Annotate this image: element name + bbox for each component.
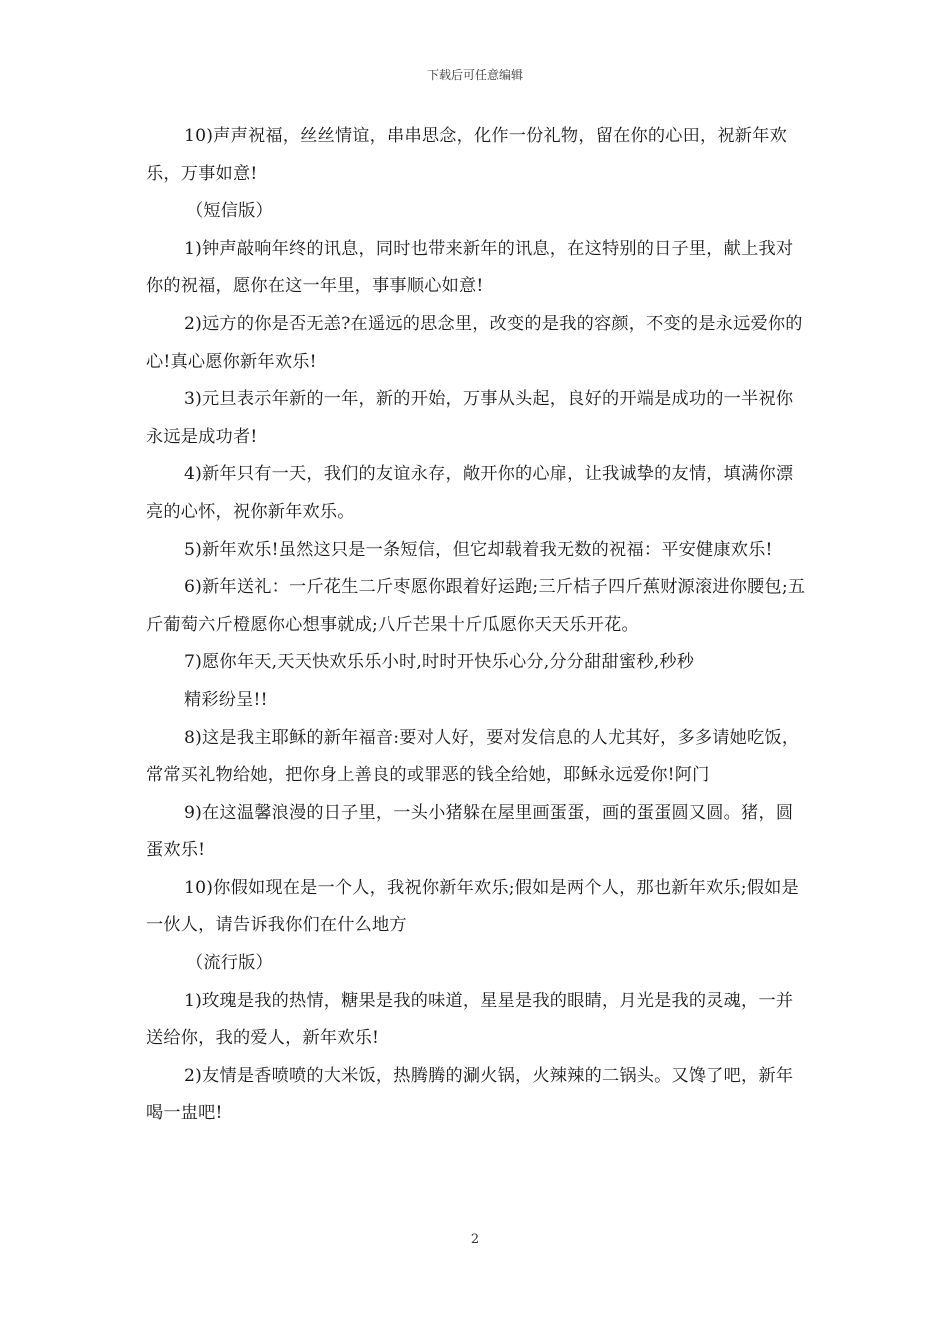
paragraph: 9)在这温馨浪漫的日子里，一头小猪躲在屋里画蛋蛋，画的蛋蛋圆又圆。猪，圆蛋欢乐! (146, 802, 794, 861)
paragraph: 7)愿你年天,天天快欢乐乐小时,时时开快乐心分,分分甜甜蜜秒,秒秒 (184, 652, 695, 673)
paragraph: 1)钟声敲响年终的讯息，同时也带来新年的讯息，在这特别的日子里，献上我对你的祝福，愿你在这一年里，事事顺心如意! (146, 238, 794, 297)
paragraph: 8)这是我主耶稣的新年福音:要对人好，要对发信息的人尤其好，多多请她吃饭，常常买礼物给她，把你身上善良的或罪恶的钱全给她，耶稣永远爱你!阿门 (146, 727, 800, 786)
page-header: 下载后可任意编辑 (426, 68, 523, 82)
section-heading: （短信版） (186, 201, 273, 222)
section-heading: （流行版） (186, 953, 273, 974)
paragraph: 10)声声祝福，丝丝情谊，串串思念，化作一份礼物，留在你的心田，祝新年欢乐，万事如意! (146, 126, 787, 184)
paragraph: 6)新年送礼：一斤花生二斤枣愿你跟着好运跑;三斤桔子四斤蕉财源滚进你腰包;五斤葡萄六斤橙愿你心想事就成;八斤芒果十斤瓜愿你天天乐开花。 (146, 577, 806, 635)
paragraph: 2)友情是香喷喷的大米饭，热腾腾的涮火锅，火辣辣的二锅头。又馋了吧，新年喝一盅吧! (146, 1065, 794, 1124)
paragraph: 4)新年只有一天，我们的友谊永存，敞开你的心扉，让我诚挚的友情，填满你漂亮的心怀，祝你新年欢乐。 (146, 464, 794, 522)
page-number: 2 (470, 1232, 480, 1247)
paragraph-continuation: 精彩纷呈!! (184, 689, 268, 710)
paragraph: 2)远方的你是否无恙?在遥远的思念里，改变的是我的容颜，不变的是永远爱你的心!真心愿你新年欢乐! (146, 313, 803, 372)
paragraph: 1)玫瑰是我的热情，糖果是我的味道，星星是我的眼睛，月光是我的灵魂，一并送给你，我的爱人，新年欢乐! (146, 990, 794, 1049)
document-body (146, 118, 810, 1133)
paragraph: 3)元旦表示年新的一年，新的开始，万事从头起，良好的开端是成功的一半祝你永远是成功者! (146, 389, 794, 447)
paragraph: 5)新年欢乐!虽然这只是一条短信，但它却载着我无数的祝福：平安健康欢乐! (184, 539, 773, 560)
paragraph: 10)你假如现在是一个人，我祝你新年欢乐;假如是两个人，那也新年欢乐;假如是一伙人，请告诉我你们在什么地方 (146, 877, 799, 936)
